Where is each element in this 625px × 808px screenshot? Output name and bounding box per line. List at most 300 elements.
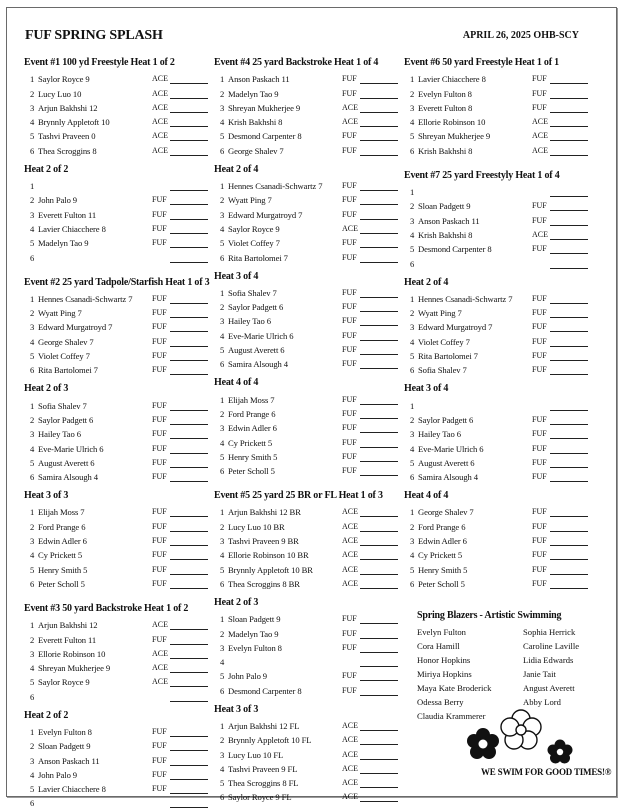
lane-number: 5 [220,451,225,462]
team-code: ACE [342,536,358,546]
lane-number: 2 [410,88,415,99]
lane-number: 3 [410,102,415,113]
time-entry-line [170,755,208,766]
team-code: FUF [532,550,547,560]
team-code: ACE [532,145,548,155]
team-code: FUF [532,472,547,482]
swimmer-row [24,673,209,687]
lane-number: 1 [220,287,225,298]
spring-blazers-section [417,610,597,722]
swimmer-name: Sloan Padgett 9 [418,201,471,212]
swimmer-row [404,304,589,318]
swimmer-name: Ford Prange 6 [38,521,86,532]
team-code: FUF [532,457,547,467]
lane-number: 4 [410,336,415,347]
swimmer-row [404,347,589,361]
swimmer-row [214,717,399,731]
heat-title: Heat 3 of 3 [24,490,69,502]
blazer-name: Caroline Laville [523,641,580,651]
swimmer-row [24,396,209,410]
swimmer-name: George Shalev 7 [418,507,474,518]
team-code: ACE [342,792,358,802]
team-code: ACE [152,145,168,155]
team-code: ACE [342,578,358,588]
swimmer-row [214,127,399,141]
swimmer-row [24,532,209,546]
swimmer-row [214,177,399,191]
swimmer-row [24,318,209,332]
team-code: FUF [152,238,167,248]
swimmer-name: Shreyan Mukherjee 9 [38,663,111,674]
team-code: FUF [152,784,167,794]
time-entry-line [170,619,208,630]
team-code: FUF [532,578,547,588]
swimmer-name: Eve-Marie Ulrich 6 [38,443,104,454]
swimmer-row [404,211,589,225]
swimmer-name: Hailey Tao 6 [38,429,81,440]
lane-number: 6 [220,252,225,263]
swimmer-name: Ellorie Robinson 10 [38,648,106,659]
team-code: FUF [342,195,357,205]
swimmer-name: Evelyn Fulton 8 [418,88,472,99]
lane-number: 3 [30,536,35,547]
swimmer-row [404,254,589,268]
swimmer-name: Sofia Shalev 7 [38,400,87,411]
time-entry-line [170,648,208,659]
heat-title: Heat 3 of 4 [214,270,259,282]
swimmer-row [214,405,399,419]
swimmer-row [214,141,399,155]
meet-date: APRIL 26, 2025 OHB-SCY [462,30,579,41]
swimmer-name: Lavier Chiacchere 8 [38,223,106,234]
team-code: FUF [342,394,357,404]
swimmer-row [214,99,399,113]
lane-number: 6 [30,578,35,589]
team-code: FUF [532,365,547,375]
time-entry-line [360,102,398,113]
time-entry-line [360,535,398,546]
swimmer-name: Brynnly Appletoft 10 [38,117,110,128]
lane-number: 2 [220,628,225,639]
team-code: ACE [342,763,358,773]
swimmer-row [214,532,399,546]
lane-number: 3 [220,209,225,220]
time-entry-line [170,726,208,737]
lane-number: 5 [220,131,225,142]
swimmer-row [214,341,399,355]
team-code: ACE [342,749,358,759]
swimmer-row [24,113,209,127]
blazer-name: Angust Averett [523,683,575,693]
team-code: FUF [532,215,547,225]
swimmer-row [404,183,589,197]
swimmer-row [24,560,209,574]
swimmer-row [24,361,209,375]
time-entry-line [550,200,588,211]
swimmer-row [214,639,399,653]
lane-number: 6 [220,145,225,156]
swimmer-name: Henry Smith 5 [228,451,278,462]
swimmer-row [214,503,399,517]
time-entry-line [170,252,208,263]
lane-number: 5 [30,784,35,795]
lane-number: 1 [220,720,225,731]
lane-number: 6 [410,578,415,589]
team-code: FUF [532,564,547,574]
swimmer-row [24,794,209,808]
swimmer-row [214,788,399,802]
heat-title: Heat 2 of 4 [214,163,259,175]
slogan: WE SWIM FOR GOOD TIMES!® [481,767,612,777]
lane-number: 2 [30,414,35,425]
lane-number: 1 [220,74,225,85]
lane-number: 3 [410,215,415,226]
lane-number: 5 [220,564,225,575]
swimmer-name: Arjun Bakhshi 12 FL [228,720,300,731]
swimmer-row [214,546,399,560]
swimmer-name: Saylor Padgett 6 [38,414,94,425]
team-code: FUF [152,741,167,751]
team-code: FUF [342,88,357,98]
heat-title: Heat 2 of 3 [24,383,69,395]
team-code: FUF [152,336,167,346]
team-code: FUF [532,507,547,517]
swimmer-row [404,141,589,155]
time-entry-line [170,88,208,99]
blazer-name: Abby Lord [523,697,561,707]
swimmer-row [404,517,589,531]
lane-number: 5 [30,238,35,249]
lane-number: 5 [410,351,415,362]
swimmer-name: Henry Smith 5 [418,564,468,575]
time-entry-line [360,685,398,696]
lane-number: 1 [30,181,35,192]
team-code: FUF [532,244,547,254]
swimmer-row [24,659,209,673]
swimmer-row [404,361,589,375]
time-entry-line [550,145,588,156]
lane-number: 3 [30,429,35,440]
time-entry-line [170,428,208,439]
swimmer-row [24,411,209,425]
swimmer-row [214,191,399,205]
lane-number: 6 [220,466,225,477]
lane-number: 3 [30,755,35,766]
heat-title: Heat 2 of 2 [24,709,69,721]
swimmer-name: Samira Alsough 4 [38,472,98,483]
lane-number: 4 [30,769,35,780]
swimmer-row [214,760,399,774]
swimmer-row [24,177,209,191]
swimmer-row [404,318,589,332]
swimmer-row [404,240,589,254]
swimmer-name: Ellorie Robinson 10 [418,117,486,128]
swimmer-row [24,454,209,468]
lane-number: 5 [30,677,35,688]
lane-number: 1 [410,187,415,198]
team-code: FUF [342,302,357,312]
team-code: ACE [152,131,168,141]
lane-number: 3 [410,536,415,547]
time-entry-line [360,642,398,653]
lane-number: 6 [410,365,415,376]
swimmer-row [214,624,399,638]
lane-number: 1 [30,293,35,304]
time-entry-line [550,229,588,240]
swimmer-row [24,304,209,318]
swimmer-row [214,326,399,340]
swimmer-name: Arjun Bakhshi 12 BR [228,507,301,518]
swimmer-name: Hennes Csanadi-Schwartz 7 [418,293,513,304]
lane-number: 2 [220,302,225,313]
heat-title: Heat 4 of 4 [404,490,449,502]
time-entry-line [170,130,208,141]
team-code: ACE [342,223,358,233]
team-code: FUF [152,521,167,531]
lane-number: 3 [30,209,35,220]
swimmer-name: Ford Prange 6 [418,521,466,532]
lane-number: 1 [220,181,225,192]
team-code: FUF [152,429,167,439]
swimmer-row [214,774,399,788]
blazer-name: Maya Kate Broderick [417,683,492,693]
swimmer-row [404,439,589,453]
swimmer-row [24,127,209,141]
swimmer-name: Edward Murgatroyd 7 [418,322,493,333]
time-entry-line [170,364,208,375]
swimmer-name: Eve-Marie Ulrich 6 [228,330,294,341]
time-entry-line [170,535,208,546]
time-entry-line [550,130,588,141]
time-entry-line [360,791,398,802]
time-entry-line [360,720,398,731]
time-entry-line [170,350,208,361]
time-entry-line [550,116,588,127]
swimmer-name: Peter Scholl 5 [228,466,275,477]
lane-number: 4 [220,550,225,561]
blazer-name: Sophia Herrick [523,627,576,637]
lane-number: 2 [220,88,225,99]
swimmer-name: Everett Fulton 11 [38,209,97,220]
lane-number: 4 [220,330,225,341]
swimmer-row [24,425,209,439]
team-code: ACE [342,720,358,730]
time-entry-line [550,428,588,439]
time-entry-line [170,457,208,468]
swimmer-name: Tashvi Praveen 0 [38,131,96,142]
swimmer-row [24,645,209,659]
lane-number: 3 [220,642,225,653]
lane-number: 2 [220,408,225,419]
time-entry-line [360,521,398,532]
time-entry-line [170,634,208,645]
time-entry-line [550,506,588,517]
swimmer-name: Violet Coffey 7 [38,351,90,362]
swimmer-name: Lucy Luo 10 BR [228,521,285,532]
swimmer-name: Madelyn Tao 9 [38,238,89,249]
time-entry-line [170,194,208,205]
swimmer-name: Elijah Moss 7 [228,394,275,405]
swimmer-row [404,411,589,425]
time-entry-line [170,336,208,347]
swimmer-name: Edwin Adler 6 [418,536,467,547]
lane-number: 4 [410,443,415,454]
heat-title: Event #1 100 yd Freestyle Heat 1 of 2 [24,57,175,68]
lane-number: 3 [220,316,225,327]
time-entry-line [550,336,588,347]
time-entry-line [170,506,208,517]
team-code: FUF [152,726,167,736]
team-code: FUF [342,437,357,447]
team-code: FUF [152,536,167,546]
team-code: FUF [152,769,167,779]
time-entry-line [550,73,588,84]
swimmer-row [214,312,399,326]
swimmer-row [404,468,589,482]
team-code: FUF [342,614,357,624]
team-code: FUF [342,685,357,695]
lane-number: 3 [30,102,35,113]
swimmer-name: Edwin Adler 6 [228,423,277,434]
time-entry-line [360,734,398,745]
time-entry-line [360,88,398,99]
meet-title: FUF SPRING SPLASH [25,28,163,43]
team-code: FUF [152,414,167,424]
lane-number: 4 [30,663,35,674]
lane-number: 1 [410,74,415,85]
swimmer-name: Hailey Tao 6 [228,316,271,327]
team-code: ACE [152,74,168,84]
team-code: FUF [532,102,547,112]
time-entry-line [550,102,588,113]
swimmer-name: Shreyan Mukherjee 9 [228,102,301,113]
swimmer-row [404,127,589,141]
swimmer-row [404,332,589,346]
swimmer-name: Elijah Moss 7 [38,507,85,518]
lane-number: 3 [30,322,35,333]
swimmer-row [214,248,399,262]
lane-number: 5 [410,244,415,255]
swimmer-name: Edward Murgatroyd 7 [228,209,303,220]
swimmer-row [24,234,209,248]
blazer-name: Claudia Krammerer [417,711,486,721]
team-code: FUF [152,550,167,560]
time-entry-line [170,443,208,454]
lane-number: 1 [30,507,35,518]
swimmer-row [214,448,399,462]
lane-number: 4 [220,657,225,668]
lane-number: 3 [220,536,225,547]
lane-number: 3 [410,429,415,440]
heat-title: Event #5 25 yard 25 BR or FL Heat 1 of 3 [214,490,383,502]
time-entry-line [550,364,588,375]
swimmer-name: Sofia Shalev 7 [418,365,467,376]
time-entry-line [550,564,588,575]
swimmer-name: Thea Scroggins 8 BR [228,578,300,589]
team-code: FUF [152,195,167,205]
swimmer-name: August Averett 6 [418,457,475,468]
swimmer-name: George Shalev 7 [228,145,284,156]
time-entry-line [550,88,588,99]
lane-number: 1 [220,507,225,518]
lane-number: 2 [410,414,415,425]
swimmer-row [214,462,399,476]
time-entry-line [170,521,208,532]
swimmer-name: Violet Coffey 7 [418,336,470,347]
time-entry-line [170,549,208,560]
lane-number: 5 [220,671,225,682]
swimmer-name: Saylor Royce 9 [228,223,280,234]
time-entry-line [360,194,398,205]
team-code: FUF [532,201,547,211]
swimmer-row [404,70,589,84]
team-code: FUF [152,457,167,467]
flower-icon [501,710,541,749]
team-code: FUF [342,330,357,340]
swimmer-name: Evelyn Fulton 8 [38,726,92,737]
blazer-name: Miriya Hopkins [417,669,472,679]
swimmer-name: Wyatt Ping 7 [38,308,82,319]
swimmer-row [214,433,399,447]
lane-number: 2 [30,308,35,319]
time-entry-line [360,451,398,462]
swimmer-row [404,396,589,410]
team-code: FUF [152,443,167,453]
lane-number: 5 [220,778,225,789]
lane-number: 4 [220,437,225,448]
lane-number: 4 [30,117,35,128]
team-code: FUF [342,423,357,433]
swimmer-row [24,84,209,98]
team-code: FUF [342,316,357,326]
lane-number: 5 [30,564,35,575]
time-entry-line [360,465,398,476]
lane-number: 1 [30,726,35,737]
swimmer-name: Everett Fulton 8 [418,102,473,113]
swimmer-name: Edwin Adler 6 [38,536,87,547]
team-code: FUF [342,671,357,681]
team-code: FUF [342,287,357,297]
swimmer-name: John Palo 9 [38,769,78,780]
blazer-name: Honor Hopkins [417,655,471,665]
time-entry-line [550,350,588,361]
time-entry-line [170,740,208,751]
swimmer-row [24,347,209,361]
lane-number: 2 [410,201,415,212]
team-code: ACE [342,507,358,517]
swimmer-row [404,575,589,589]
time-entry-line [550,321,588,332]
lane-number: 5 [30,351,35,362]
time-entry-line [360,564,398,575]
lane-number: 6 [410,472,415,483]
swimmer-name: Thea Scroggins 8 [38,145,97,156]
lane-number: 6 [220,792,225,803]
swimmer-row [214,234,399,248]
swimmer-name: Sloan Padgett 9 [228,614,281,625]
swimmer-name: Wyatt Ping 7 [228,195,272,206]
swimmer-row [404,99,589,113]
time-entry-line [360,116,398,127]
swimmer-name: Tashvi Praveen 9 BR [228,536,299,547]
team-code: FUF [152,564,167,574]
swimmer-row [214,610,399,624]
time-entry-line [360,763,398,774]
lane-number: 4 [220,117,225,128]
swimmer-name: Cy Prickett 5 [228,437,273,448]
team-code: ACE [342,521,358,531]
lane-number: 2 [220,195,225,206]
